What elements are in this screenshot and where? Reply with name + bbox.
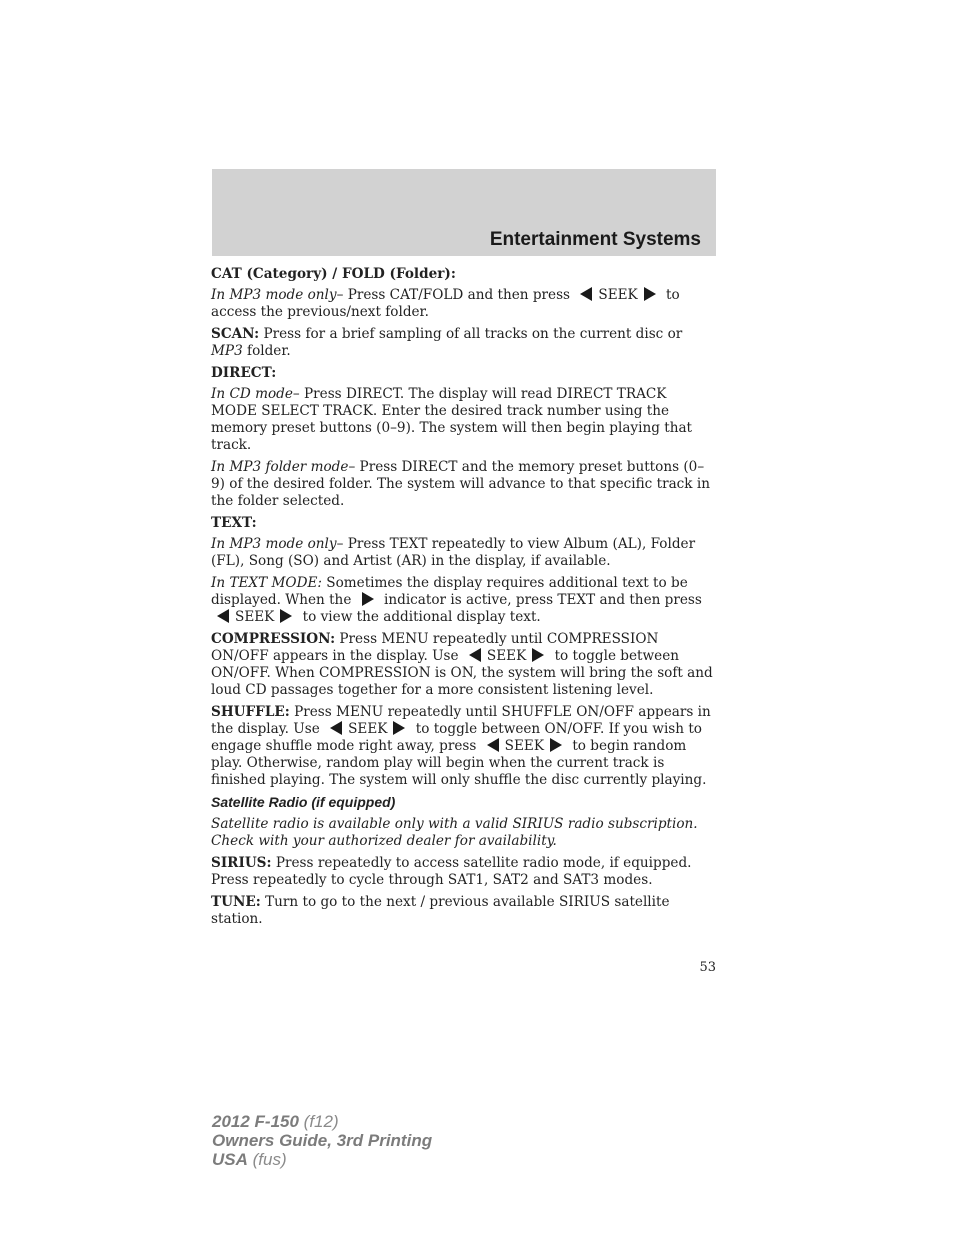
section-title: Entertainment Systems [489, 229, 701, 250]
satellite-radio-heading: Satellite Radio (if equipped) [211, 794, 396, 810]
seek-label: SEEK [504, 738, 544, 754]
mode-note: In MP3 mode only [211, 536, 337, 552]
footer-line-model [212, 1112, 432, 1131]
body-text: to toggle between ON/OFF. If you wish to engage shuffle mode right away, press [211, 721, 702, 754]
sirius-label: SIRIUS: [211, 855, 272, 871]
cat-fold-heading: CAT (Category) / FOLD (Folder): [211, 266, 456, 282]
sirius-paragraph [211, 855, 716, 889]
body-text: indicator is active, press TEXT and then press [384, 592, 702, 608]
page-content [211, 266, 716, 933]
direct-folder-paragraph [211, 459, 716, 510]
body-text: Press repeatedly to access satellite radio mode, if equipped. Press repeatedly to cycle through SAT1, SAT2 and SAT3 modes. [211, 855, 692, 888]
seek-right-icon [550, 738, 562, 752]
shuffle-label: SHUFFLE: [211, 704, 290, 720]
tune-label: TUNE: [211, 894, 261, 910]
seek-label: SEEK [598, 287, 638, 303]
note-text: Satellite radio is available only with a valid SIRIUS radio subscription. Check with your authorized dealer for availability. [211, 816, 698, 849]
text-mp3-paragraph [211, 536, 716, 570]
seek-left-icon [330, 721, 342, 735]
shuffle-paragraph [211, 704, 716, 789]
footer-line-guide [212, 1131, 432, 1150]
body-text: to toggle between ON/OFF. [211, 648, 679, 681]
body-text: – Press DIRECT. The display will read DIRECT TRACK MODE SELECT TRACK. Enter the desired track number using the memory preset buttons (0–9). The system will then begin playing that track. [211, 386, 693, 453]
body-text: to begin random play. Otherwise, random play will begin when the current track is finished playing. The system will only shuffle the disc currently playing. [211, 738, 707, 788]
mp3-term: MP3 [211, 343, 243, 359]
seek-left-icon [217, 609, 229, 623]
direct-cd-paragraph [211, 386, 716, 454]
body-text: Sometimes the display requires additional text to be displayed. When the [211, 575, 688, 608]
satellite-note [211, 816, 716, 850]
seek-left-icon [469, 648, 481, 662]
section-header-band [212, 169, 716, 256]
scan-paragraph [211, 326, 716, 360]
body-text: – Press TEXT repeatedly to view Album (AL), Folder (FL), Song (SO) and Artist (AR) in the display, if available. [211, 536, 696, 569]
body-text: folder. [242, 343, 291, 359]
tune-paragraph [211, 894, 716, 928]
body-text: – Press CAT/FOLD and then press [336, 287, 571, 303]
seek-label: SEEK [235, 609, 275, 625]
page-number: 53 [699, 960, 716, 975]
document-footer [212, 1112, 432, 1169]
body-text: Press MENU repeatedly until COMPRESSION ON/OFF appears in the display. Use [211, 631, 659, 664]
seek-right-icon [532, 648, 544, 662]
body-text: to view the additional display text. [302, 609, 541, 625]
footer-region: USA [212, 1150, 248, 1169]
body-text: – Press DIRECT and the memory preset buttons (0–9) of the desired folder. The system will advance to that specific track in the folder selected. [211, 459, 710, 509]
mode-note: In TEXT MODE: [211, 575, 322, 591]
cat-fold-paragraph [211, 287, 716, 321]
footer-code: (f12) [298, 1112, 339, 1131]
direct-heading: DIRECT: [211, 365, 277, 381]
body-text: Turn to go to the next / previous available SIRIUS satellite station. [211, 894, 670, 927]
seek-left-icon [580, 287, 592, 301]
body-text: Press for a brief sampling of all tracks on the current disc or [259, 326, 683, 342]
mode-note: In MP3 mode only [211, 287, 337, 303]
seek-label: SEEK [486, 648, 527, 664]
scan-label: SCAN: [211, 326, 260, 342]
body-text: When COMPRESSION is ON, the system will bring the soft and loud CD passages together for a more consistent listening level. [211, 665, 713, 698]
seek-left-icon [487, 738, 499, 752]
seek-label: SEEK [348, 721, 388, 737]
footer-region-code: (fus) [247, 1150, 287, 1169]
compression-label: COMPRESSION: [211, 631, 336, 647]
text-heading: TEXT: [211, 515, 257, 531]
text-mode-paragraph [211, 575, 716, 626]
footer-guide: Owners Guide, 3rd Printing [212, 1131, 433, 1150]
mode-note: In MP3 folder mode [211, 459, 349, 475]
body-text: Press MENU repeatedly until SHUFFLE ON/OFF appears in the display. Use [211, 704, 711, 737]
indicator-right-icon [362, 592, 374, 606]
footer-model: 2012 F-150 [212, 1112, 299, 1131]
seek-right-icon [393, 721, 405, 735]
seek-right-icon [644, 287, 656, 301]
compression-paragraph [211, 631, 716, 699]
body-text: to access the previous/next folder. [211, 287, 680, 320]
footer-line-region [212, 1150, 432, 1169]
seek-right-icon [280, 609, 292, 623]
mode-note: In CD mode [211, 386, 293, 402]
